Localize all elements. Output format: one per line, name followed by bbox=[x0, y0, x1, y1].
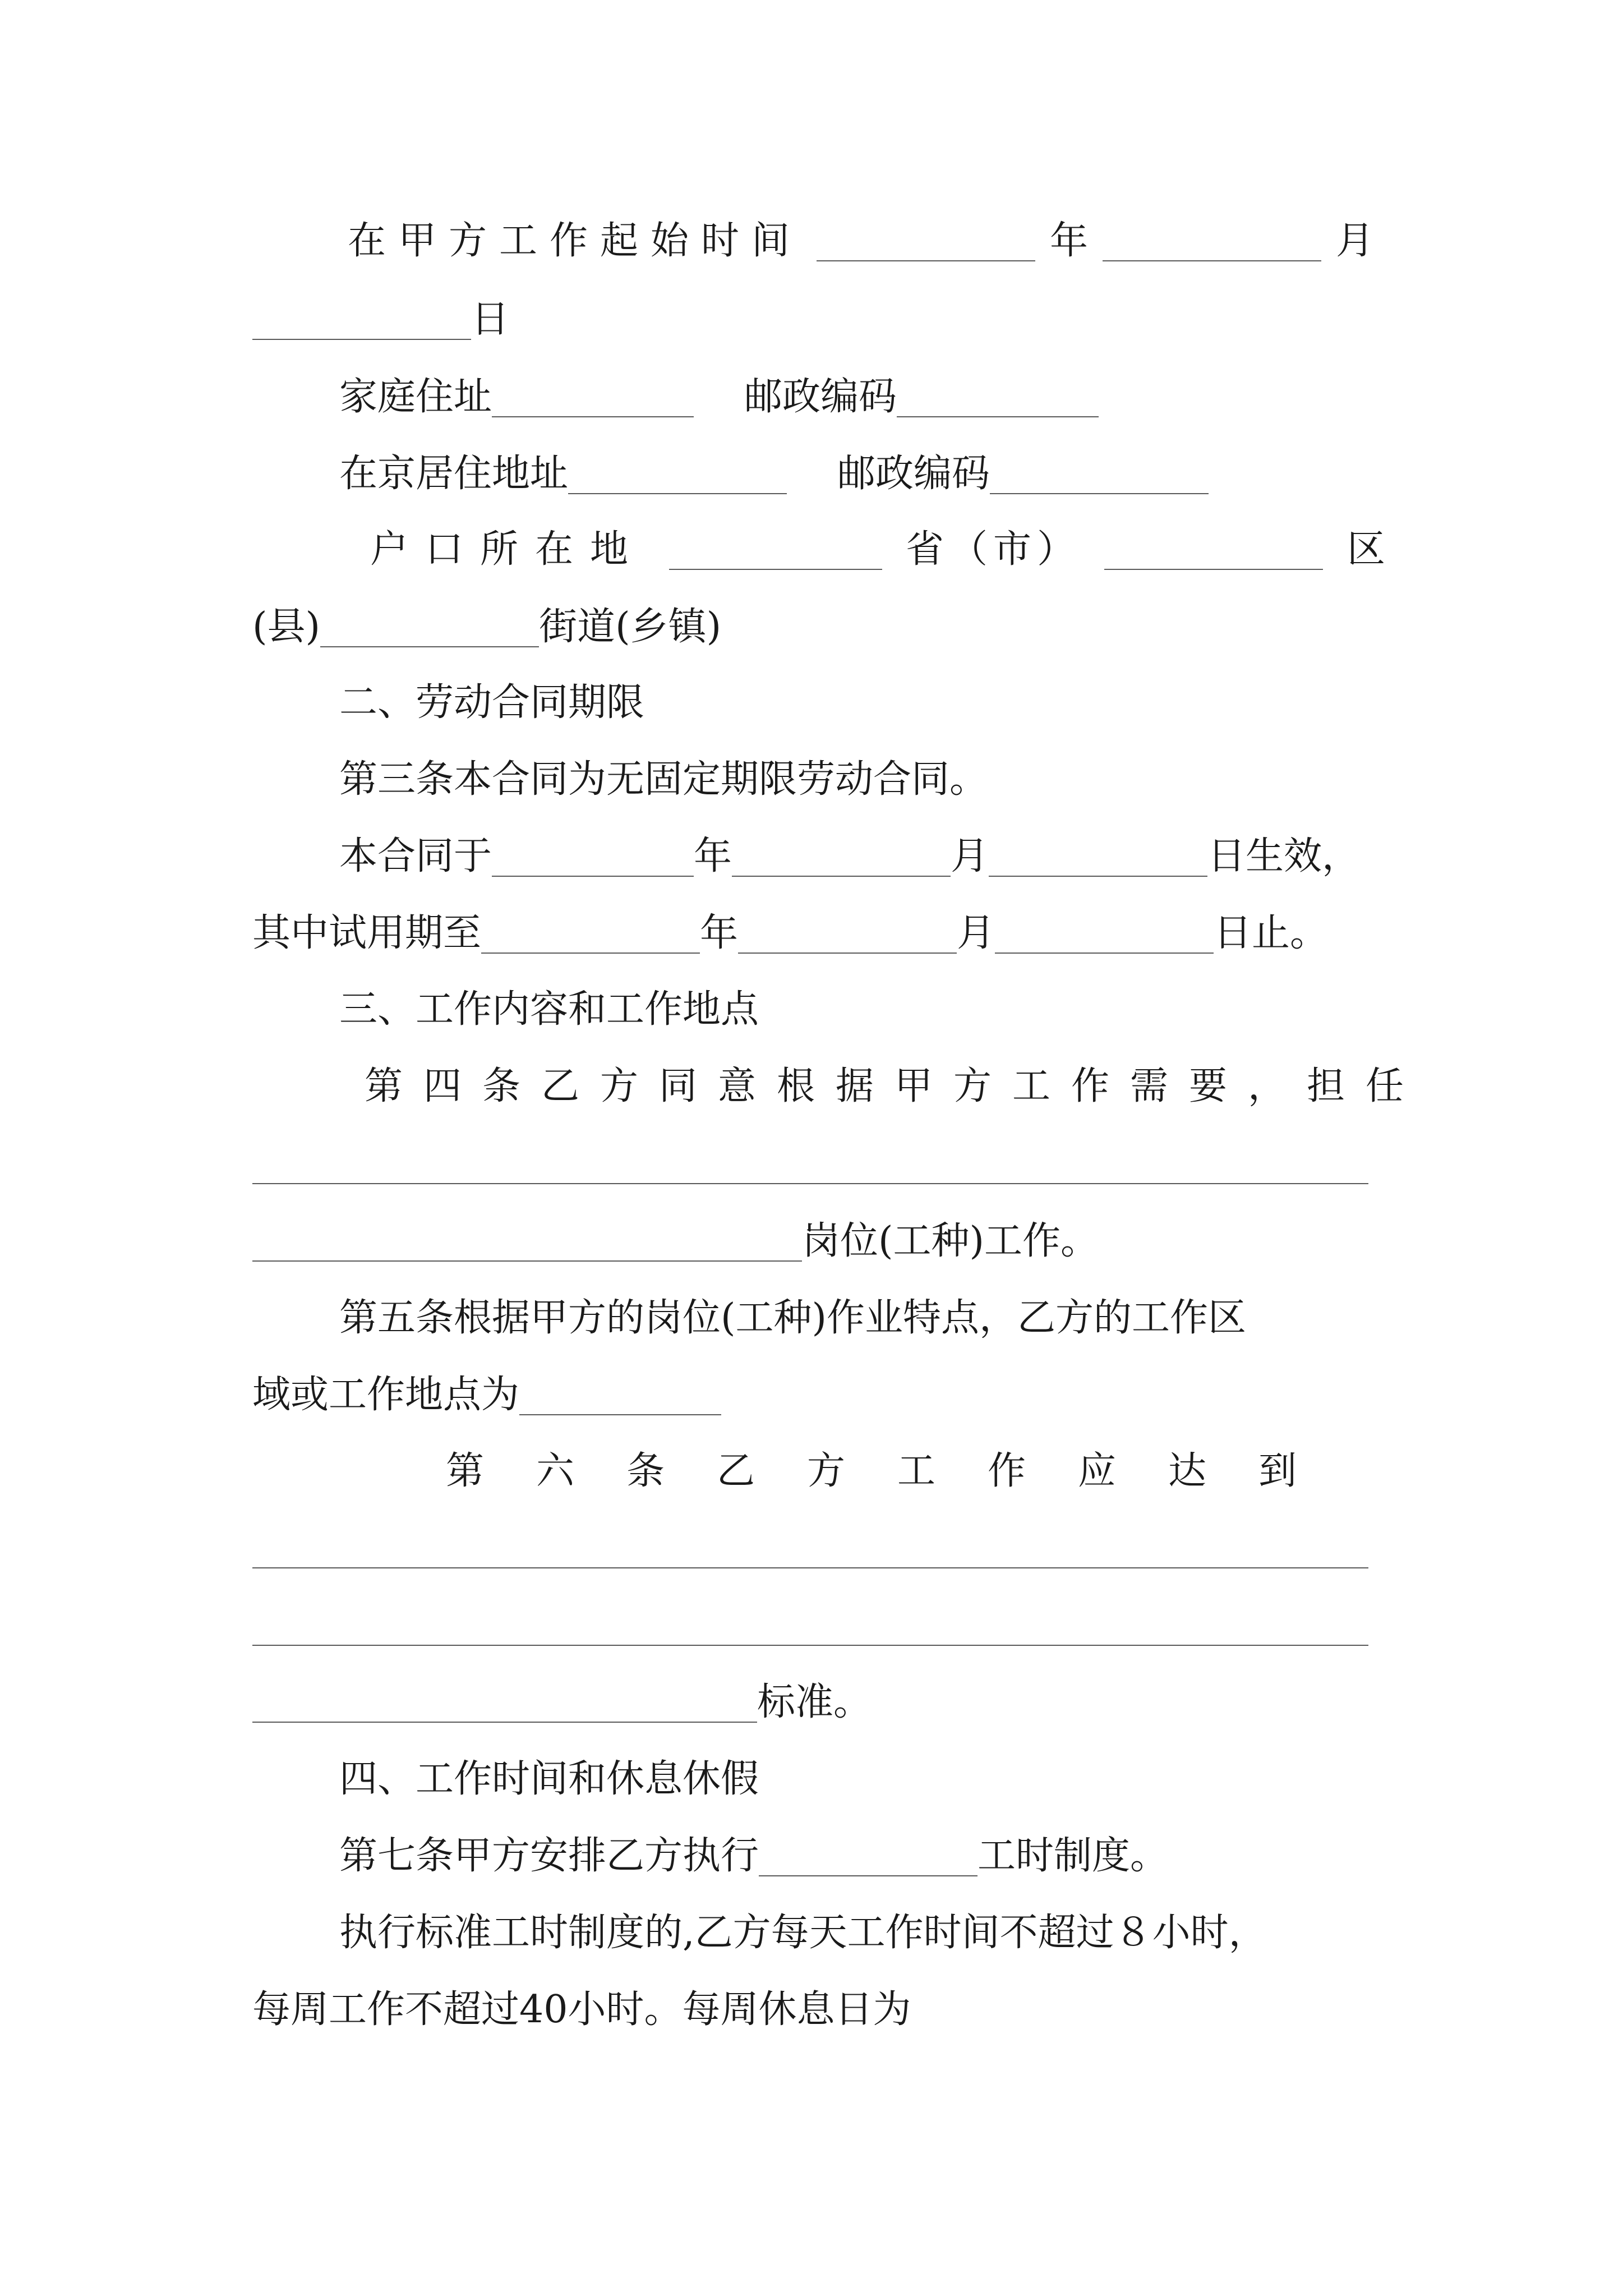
probation-month-blank[interactable] bbox=[738, 952, 957, 954]
province-label: 省（市） bbox=[905, 527, 1081, 572]
standard-blank-3[interactable] bbox=[252, 1721, 757, 1723]
line-hukou bbox=[370, 516, 1385, 583]
start-date-label: 在甲方工作起始时间 bbox=[348, 219, 803, 263]
beijing-address-label: 在京居住地址 bbox=[339, 452, 569, 496]
district-blank[interactable] bbox=[1104, 568, 1323, 570]
standard-blank-1[interactable] bbox=[252, 1567, 1368, 1568]
line-work-location: 域或工作地点为 bbox=[252, 1361, 1396, 1429]
probation-year-blank[interactable] bbox=[481, 952, 700, 954]
beijing-address-blank[interactable] bbox=[568, 493, 787, 494]
start-month-blank[interactable] bbox=[1103, 260, 1321, 261]
home-postal-blank[interactable] bbox=[897, 416, 1099, 417]
postal-code-label: 邮政编码 bbox=[744, 375, 897, 419]
line-effective-date: 本合同于 年 月 日生效， bbox=[339, 823, 1405, 890]
article-6: 第六条乙方工作应达到 bbox=[446, 1449, 1349, 1493]
home-address-blank[interactable] bbox=[492, 416, 694, 417]
line-county bbox=[252, 593, 1396, 661]
effective-month-blank[interactable] bbox=[732, 875, 951, 877]
section-heading-2: 二、劳动合同期限 bbox=[339, 680, 645, 725]
province-blank[interactable] bbox=[669, 568, 882, 570]
article-7: 第七条甲方安排乙方执行 工时制度。 bbox=[339, 1834, 1169, 1878]
line-position-end: 岗位(工种)工作。 bbox=[252, 1208, 1396, 1275]
working-hours-system-blank[interactable] bbox=[759, 1875, 978, 1876]
street-label: 街道(乡镇) bbox=[539, 605, 722, 649]
effective-year-blank[interactable] bbox=[492, 875, 694, 877]
weekly-hours-text: 每周工作不超过40小时。每周休息日为 bbox=[252, 1987, 911, 2032]
year-label: 年 bbox=[1049, 219, 1088, 263]
home-address-label: 家庭住址 bbox=[339, 375, 492, 419]
section-heading-4: 四、工作时间和休息休假 bbox=[339, 1757, 759, 1801]
standard-blank-2[interactable] bbox=[252, 1644, 1368, 1646]
position-blank-1[interactable] bbox=[252, 1182, 1368, 1184]
line-position-blank bbox=[252, 1130, 1396, 1198]
line-start-day bbox=[252, 286, 1396, 353]
probation-label: 其中试用期至 bbox=[252, 911, 482, 955]
position-blank-2[interactable] bbox=[252, 1260, 802, 1262]
hukou-label: 户口所在地 bbox=[370, 527, 645, 572]
start-year-blank[interactable] bbox=[817, 260, 1035, 261]
month-label: 月 bbox=[1335, 219, 1374, 263]
line-standard-blank-1 bbox=[252, 1515, 1396, 1582]
district-label: 区 bbox=[1347, 527, 1385, 572]
article-3: 第三条本合同为无固定期限劳动合同。 bbox=[339, 757, 988, 802]
article-5: 第五条根据甲方的岗位(工种)作业特点，乙方的工作区 bbox=[339, 1296, 1247, 1340]
section-heading-3: 三、工作内容和工作地点 bbox=[339, 987, 759, 1032]
standard-hours-text: 执行标准工时制度的,乙方每天工作时间不超过８小时， bbox=[339, 1911, 1267, 1955]
work-location-blank[interactable] bbox=[519, 1414, 721, 1415]
county-label: (县) bbox=[252, 605, 321, 649]
effective-day-blank[interactable] bbox=[989, 875, 1207, 877]
probation-day-blank[interactable] bbox=[995, 952, 1214, 954]
start-day-blank[interactable] bbox=[252, 338, 471, 340]
line-start-date bbox=[348, 208, 1374, 275]
line-standard-end: 标准。 bbox=[252, 1669, 1396, 1736]
line-probation-date: 其中试用期至 年 月 日止。 bbox=[252, 900, 1402, 967]
article-4: 第四条乙方同意根据甲方工作需要，担任 bbox=[365, 1064, 1425, 1108]
effective-label: 本合同于 bbox=[339, 834, 492, 878]
street-blank[interactable] bbox=[320, 646, 539, 647]
line-standard-blank-2 bbox=[252, 1592, 1396, 1659]
line-home-address bbox=[339, 364, 1483, 431]
day-label: 日 bbox=[471, 297, 510, 342]
postal-code-label-2: 邮政编码 bbox=[837, 452, 990, 496]
beijing-postal-blank[interactable] bbox=[990, 493, 1209, 494]
line-beijing-address bbox=[339, 440, 1483, 508]
